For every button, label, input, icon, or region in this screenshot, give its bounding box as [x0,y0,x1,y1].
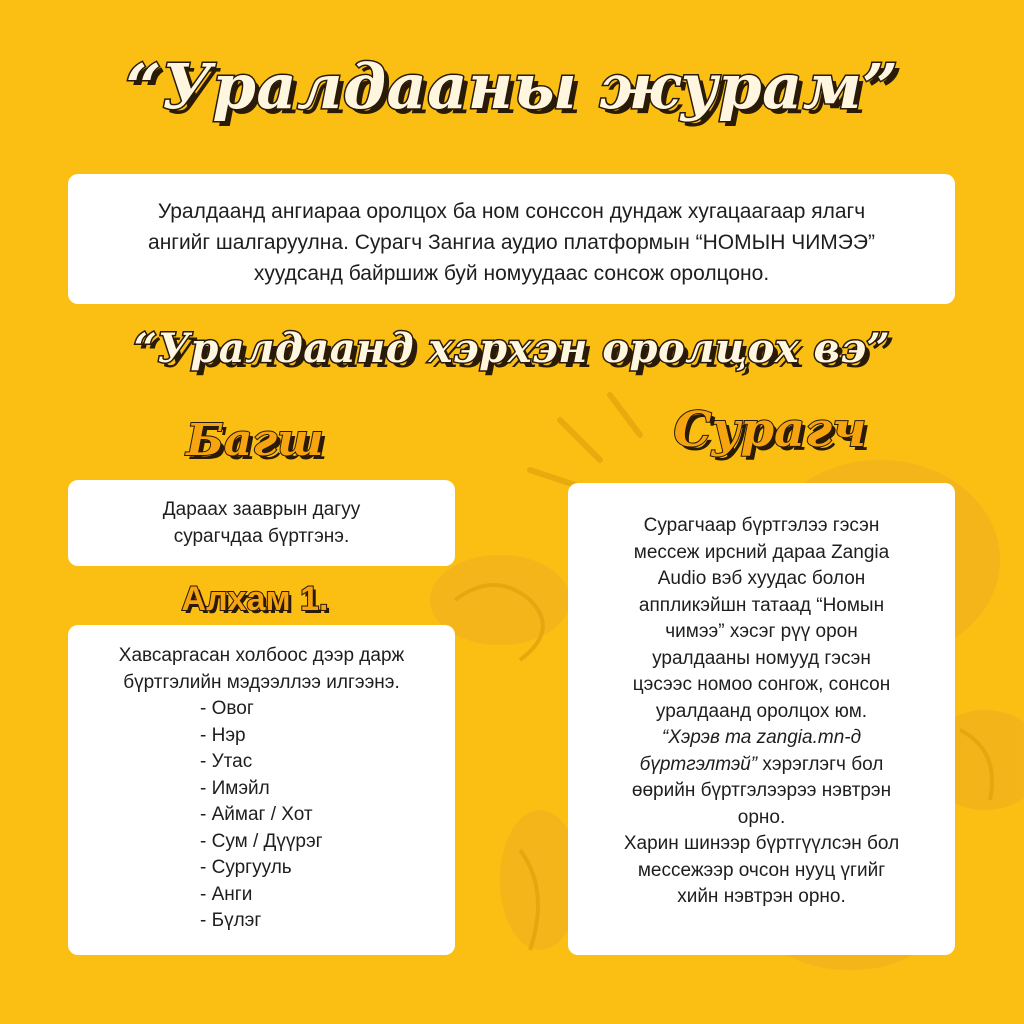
field-item: - Бүлэг [200,908,435,935]
field-item: - Утас [200,749,435,776]
section-subtitle: “Уралдаанд хэрхэн оролцох вэ” [133,325,891,372]
student-line: уралдааны номууд гэсэн [652,647,871,669]
student-line: хийн нэвтрэн орно. [677,886,846,907]
teacher-instruction-line: Дараах зааврын дагуу [162,499,361,520]
field-item: - Сум / Дүүрэг [200,829,435,856]
step-heading: Алхам 1. [181,580,329,618]
student-line: орно. [737,806,786,828]
field-list [200,696,435,935]
field-item: - Анги [200,882,435,909]
student-line: өөрийн бүртгэлээрээ нэвтрэн [631,780,892,801]
student-italic-line: бүртгэлтэй” [639,753,758,775]
student-heading: Сурагч [673,402,867,458]
student-line: хэрэглэгч бол [757,753,884,775]
step-text-line: бүртгэлийн мэдээллээ илгээнэ. [123,671,400,693]
student-italic-line: “Хэрэв та zangia.mn-д [661,727,862,748]
teacher-instruction-card [68,480,455,566]
student-card [568,483,955,955]
intro-line: Уралдаанд ангиараа оролцох ба ном сонссон дундаж хугацаагаар ялагч [157,200,866,223]
field-item: - Аймаг / Хот [200,802,435,829]
field-item: - Сургууль [200,855,435,882]
student-line: чимээ” хэсэг рүү орон [665,621,858,642]
step-card [68,625,455,955]
field-item: - Нэр [200,723,435,750]
field-item: - Имэйл [200,776,435,803]
teacher-instruction-line: сурагчдаа бүртгэнэ. [173,526,350,547]
student-line: аппликэйшн татаад “Номын [638,594,885,616]
step-text-line: Хавсаргасан холбоос дээр дарж [118,645,405,666]
student-line: цэсээс номоо сонгож, сонсон [632,674,891,695]
student-line: мессежээр очсон нууц үгийг [637,859,886,881]
student-line: Харин шинээр бүртгүүлсэн бол [623,833,900,854]
intro-line: хуудсанд байршиж буй номуудаас сонсож оролцоно. [253,262,770,285]
intro-card [68,174,955,304]
page-title: “Уралдааны журам” [125,50,899,123]
field-item: - Овог [200,696,435,723]
student-line: Audio вэб хуудас болон [657,568,866,589]
student-line: мессеж ирсний дараа Zangia [633,541,890,563]
student-line: Сурагчаар бүртгэлээ гэсэн [643,515,880,536]
student-line: уралдаанд оролцох юм. [655,700,868,722]
teacher-heading: Багш [186,415,324,466]
intro-line: ангийг шалгаруулна. Сурагч Зангиа аудио платформын “НОМЫН ЧИМЭЭ” [148,231,875,254]
